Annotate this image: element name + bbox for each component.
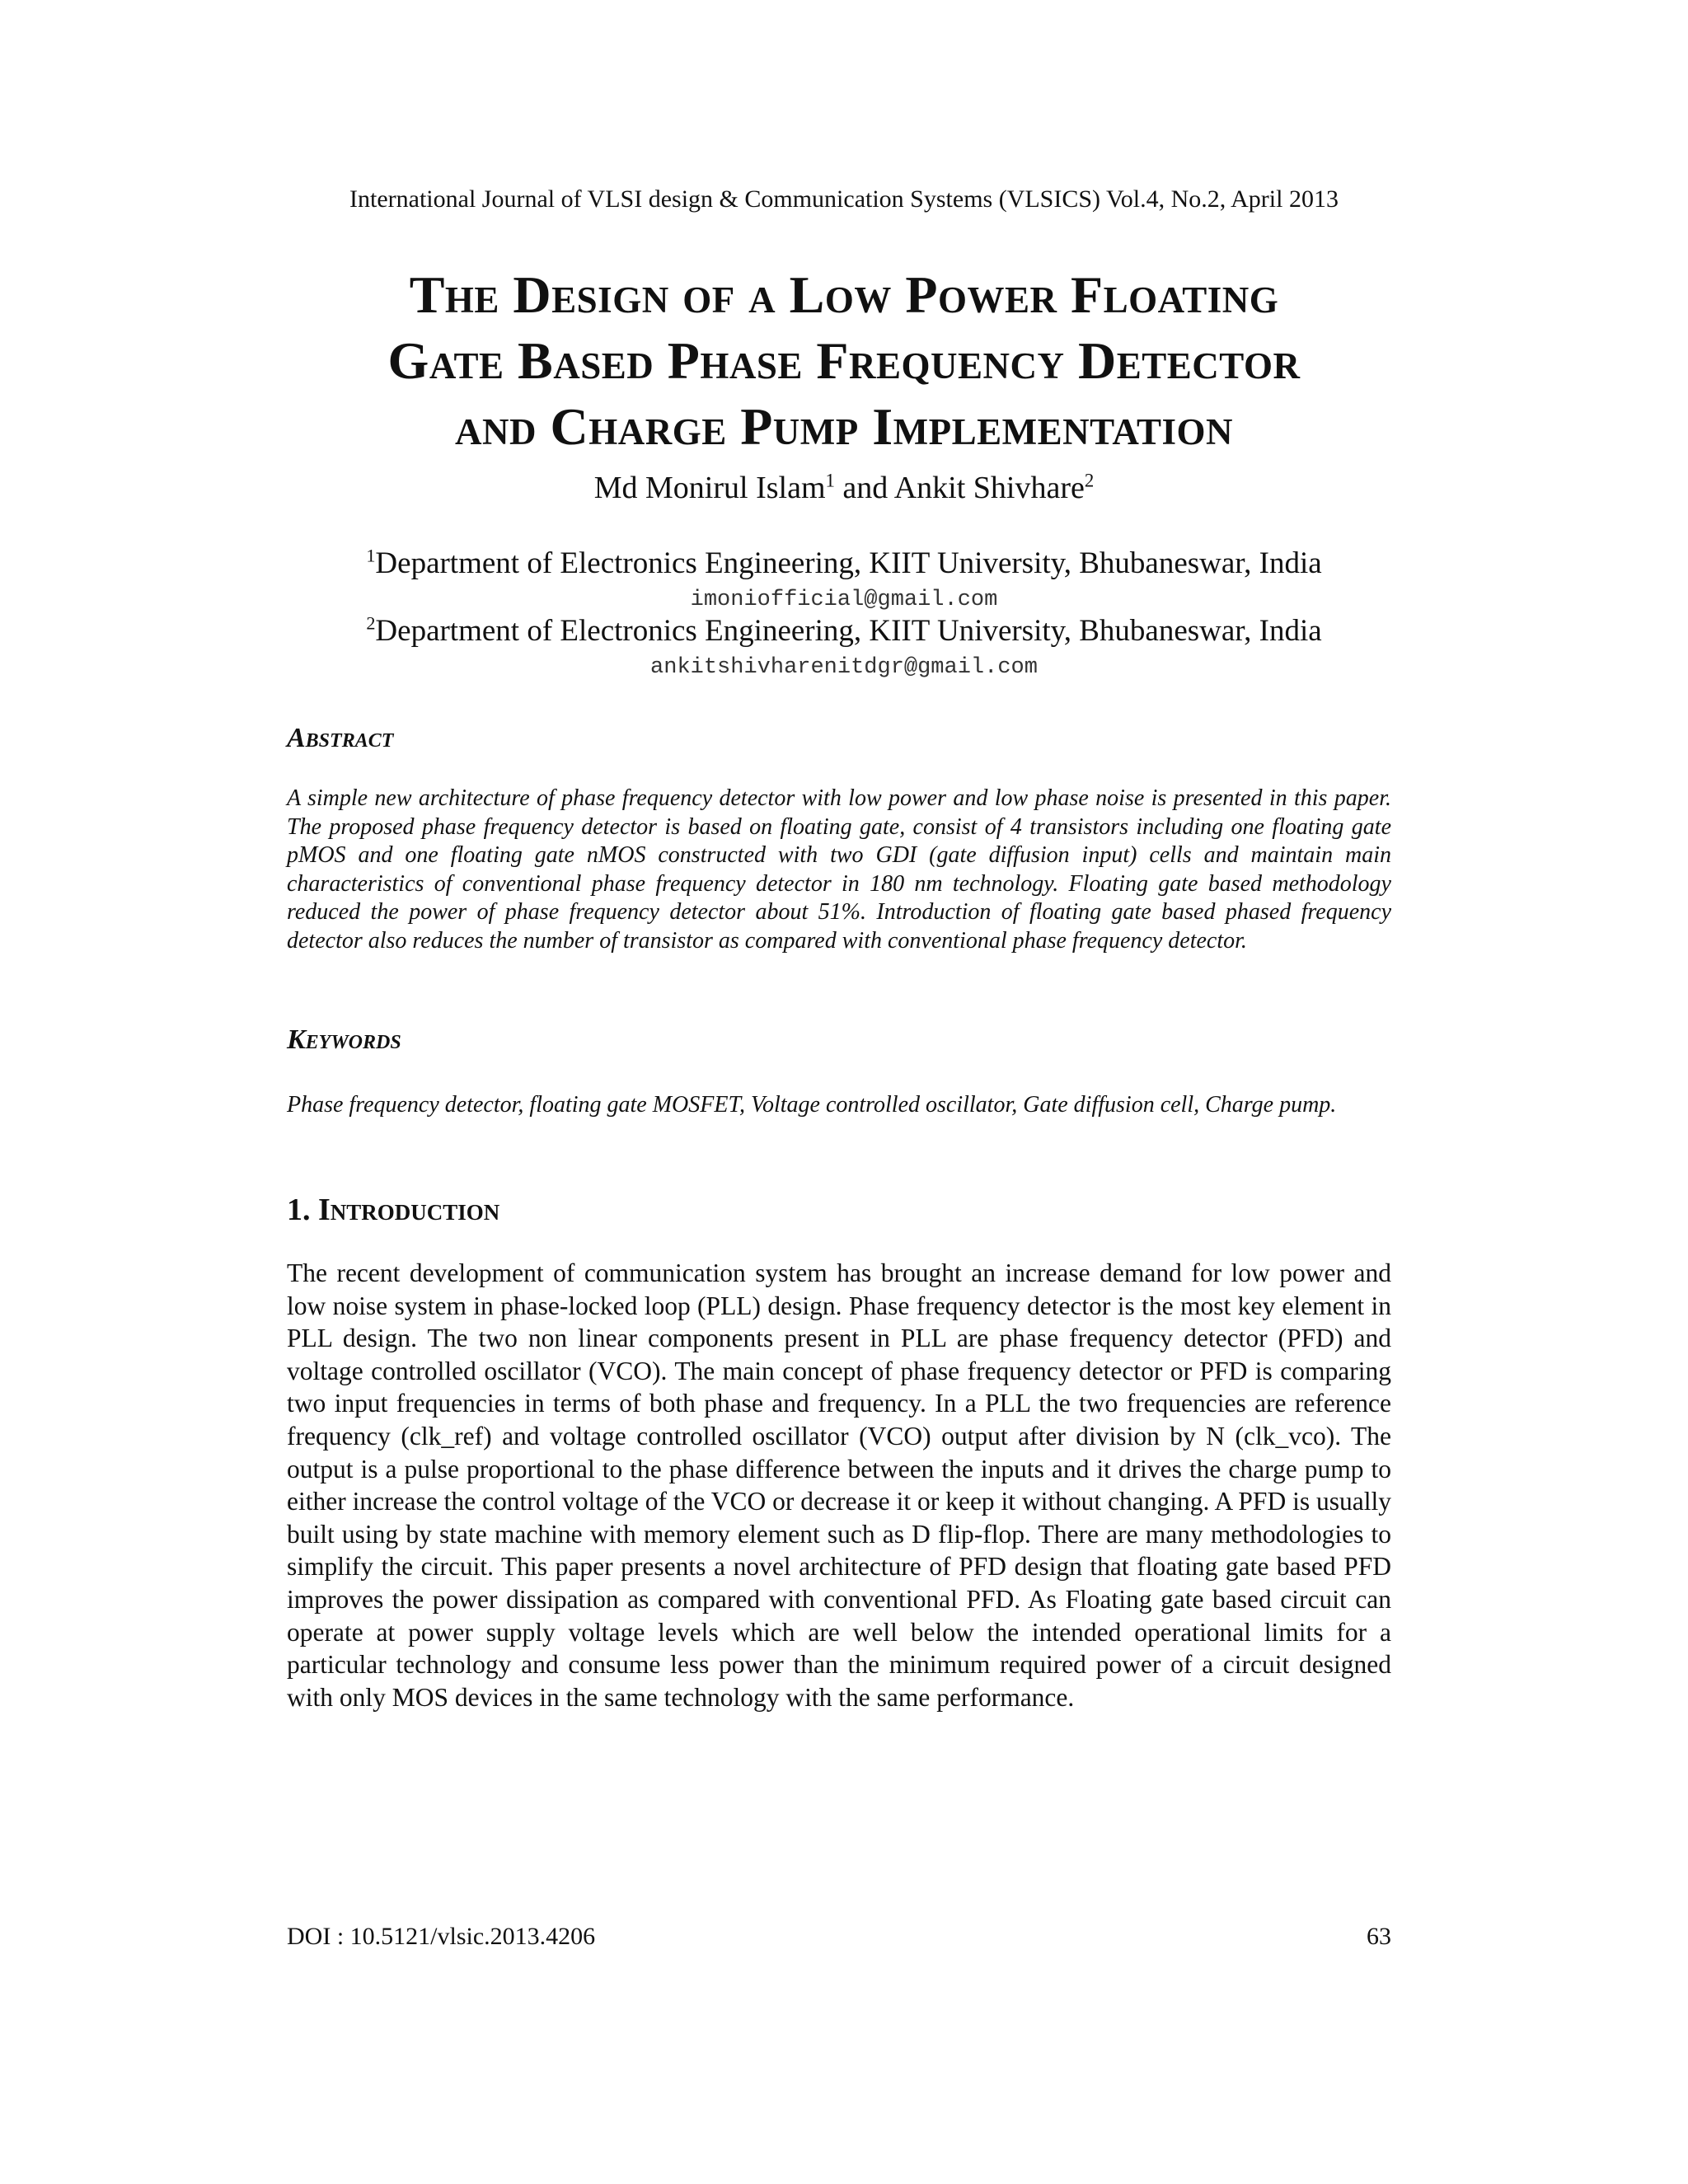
- affiliation-1-email: imoniofficial@gmail.com: [690, 588, 998, 612]
- author-2-name: Ankit Shivhare: [893, 471, 1085, 505]
- author-1-affiliation-mark: 1: [825, 470, 835, 491]
- keywords-heading: Keywords: [287, 1024, 401, 1055]
- affiliation-1-text: Department of Electronics Engineering, KIIT University, Bhubaneswar, India: [375, 546, 1322, 580]
- affiliation-2-mark: 2: [366, 612, 376, 634]
- affiliation-2-text: Department of Electronics Engineering, KIIT University, Bhubaneswar, India: [375, 614, 1322, 648]
- affiliation-1: [0, 546, 1688, 582]
- author-1-name: Md Monirul Islam: [593, 471, 826, 505]
- title-line-3: and Charge Pump Implementation: [454, 397, 1234, 456]
- footer-doi: DOI : 10.5121/vlsic.2013.4206: [287, 1923, 596, 1950]
- paper-title: [165, 262, 1523, 460]
- journal-header: International Journal of VLSI design & Communication Systems (VLSICS) Vol.4, No.2, April 2013: [349, 185, 1339, 213]
- title-line-1: The Design of a Low Power Floating: [409, 265, 1279, 324]
- abstract-text: A simple new architecture of phase frequency detector with low power and low phase noise is presented in this paper. The proposed phase frequency detector is based on floating gate, consist of 4 transistors including one floating gate pMOS and one floating gate nMOS constructed with two GDI (gate diffusion input) cells and maintain main characteristics of conventional phase frequency detector in 180 nm technology. Floating gate based methodology reduced the power of phase frequency detector about 51%. Introduction of floating gate based phased frequency detector also reduces the number of transistor as compared with conventional phase frequency detector.: [287, 785, 1391, 954]
- abstract-heading: Abstract: [287, 723, 394, 753]
- affiliation-2-email: ankitshivharenitdgr@gmail.com: [650, 655, 1038, 680]
- affiliation-2: [0, 613, 1688, 649]
- author-list: [0, 468, 1688, 508]
- keywords-text: Phase frequency detector, floating gate MOSFET, Voltage controlled oscillator, Gate diffusion cell, Charge pump.: [287, 1092, 1337, 1118]
- author-connector: and: [834, 471, 894, 505]
- title-line-2: Gate Based Phase Frequency Detector: [387, 331, 1301, 390]
- introduction-text: The recent development of communication system has brought an increase demand for low power and low noise system in phase-locked loop (PLL) design. Phase frequency detector is the most key element in PLL design. The two non linear components present in PLL are phase frequency detector (PFD) and voltage controlled oscillator (VCO). The main concept of phase frequency detector or PFD is comparing two input frequencies in terms of both phase and frequency. In a PLL the two frequencies are reference frequency (clk_ref) and voltage controlled oscillator (VCO) output after division by N (clk_vco). The output is a pulse proportional to the phase difference between the inputs and it drives the charge pump to either increase the control voltage of the VCO or decrease it or keep it without changing. A PFD is usually built using by state machine with memory element such as D flip-flop. There are many methodologies to simplify the circuit. This paper presents a novel architecture of PFD design that floating gate based PFD improves the power dissipation as compared with conventional PFD. As Floating gate based circuit can operate at power supply voltage levels which are well below the intended operational limits for a particular technology and consume less power than the minimum required power of a circuit designed with only MOS devices in the same technology with the same performance.: [287, 1258, 1391, 1712]
- introduction-heading: 1. Introduction: [287, 1193, 500, 1227]
- page-number: 63: [1367, 1923, 1391, 1950]
- author-2-affiliation-mark: 2: [1084, 470, 1095, 491]
- affiliation-1-mark: 1: [366, 545, 376, 566]
